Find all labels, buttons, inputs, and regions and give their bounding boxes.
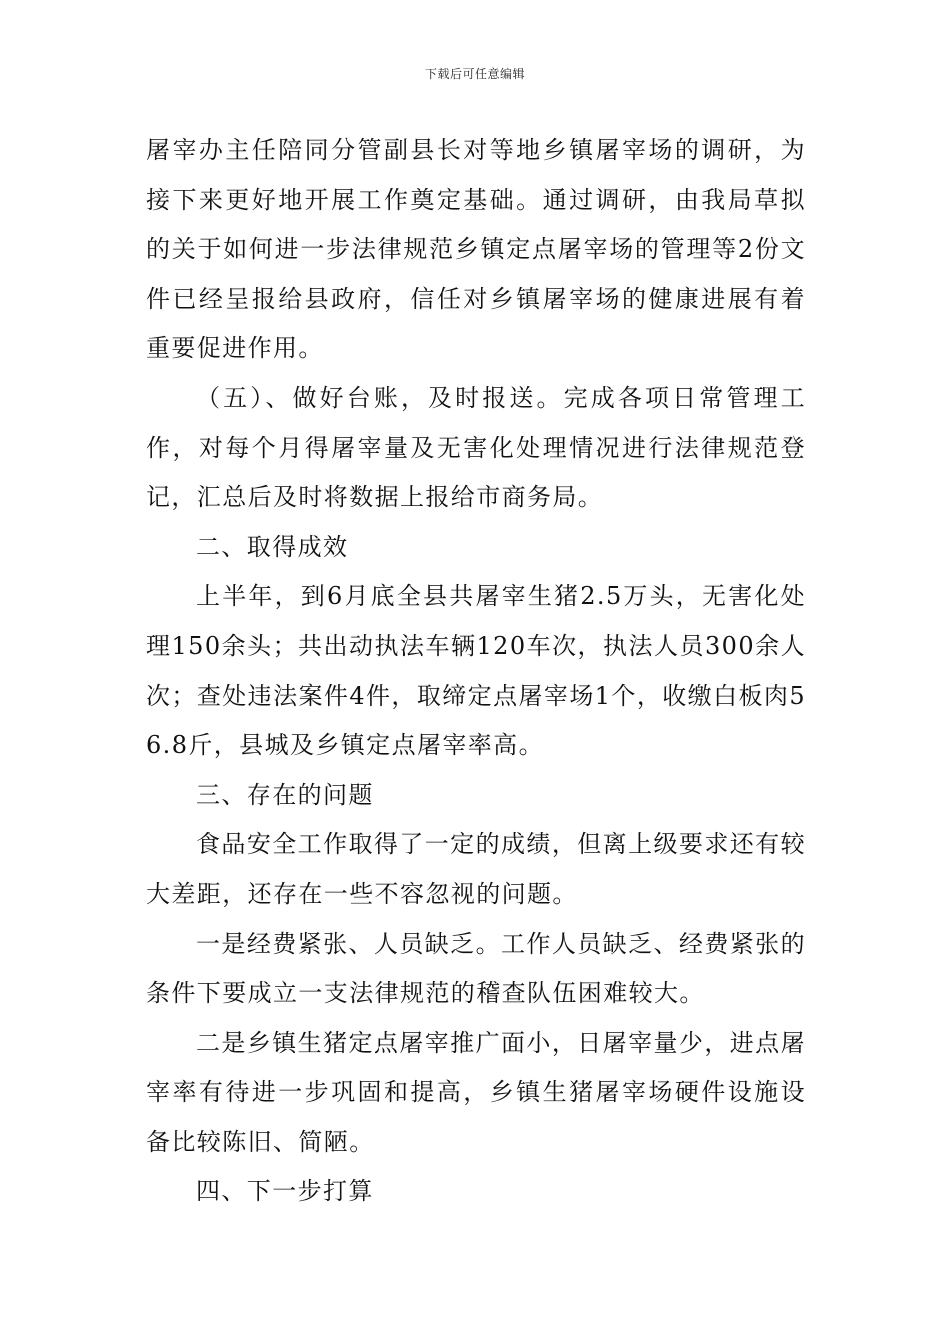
section-heading-results: 二、取得成效: [196, 532, 349, 561]
paragraph-problems-intro: 食品安全工作取得了一定的成绩，但离上级要求还有较大差距，还存在一些不容忽视的问题。: [146, 830, 806, 908]
document-body: [146, 126, 806, 1217]
header-note: 下载后可任意编辑: [424, 67, 525, 81]
paragraph-item-five: （五）、做好台账，及时报送。完成各项日常管理工作，对每个月得屠宰量及无害化处理情况进行法律规范登记，汇总后及时将数据上报给市商务局。: [146, 383, 806, 512]
paragraph-problem-one: 一是经费紧张、人员缺乏。工作人员缺乏、经费紧张的条件下要成立一支法律规范的稽查队伍困难较大。: [146, 929, 806, 1008]
paragraph-problem-two: 二是乡镇生猪定点屠宰推广面小，日屠宰量少，进点屠宰率有待进一步巩固和提高，乡镇生猪屠宰场硬件设施设备比较陈旧、简陋。: [146, 1028, 806, 1156]
section-heading-next-steps: 四、下一步打算: [196, 1177, 374, 1206]
section-heading-problems: 三、存在的问题: [196, 780, 374, 809]
paragraph-results: 上半年，到6月底全县共屠宰生猪2.5万头，无害化处理150余头；共出动执法车辆120车次，执法人员300余人次；查处违法案件4件，取缔定点屠宰场1个，收缴白板肉56.8斤，县城及乡镇定点屠宰率高。: [146, 582, 806, 760]
paragraph-continuation: 屠宰办主任陪同分管副县长对等地乡镇屠宰场的调研，为接下来更好地开展工作奠定基础。通过调研，由我局草拟的关于如何进一步法律规范乡镇定点屠宰场的管理等2份文件已经呈报给县政府，信任对乡镇屠宰场的健康进展有着重要促进作用。: [146, 136, 806, 363]
